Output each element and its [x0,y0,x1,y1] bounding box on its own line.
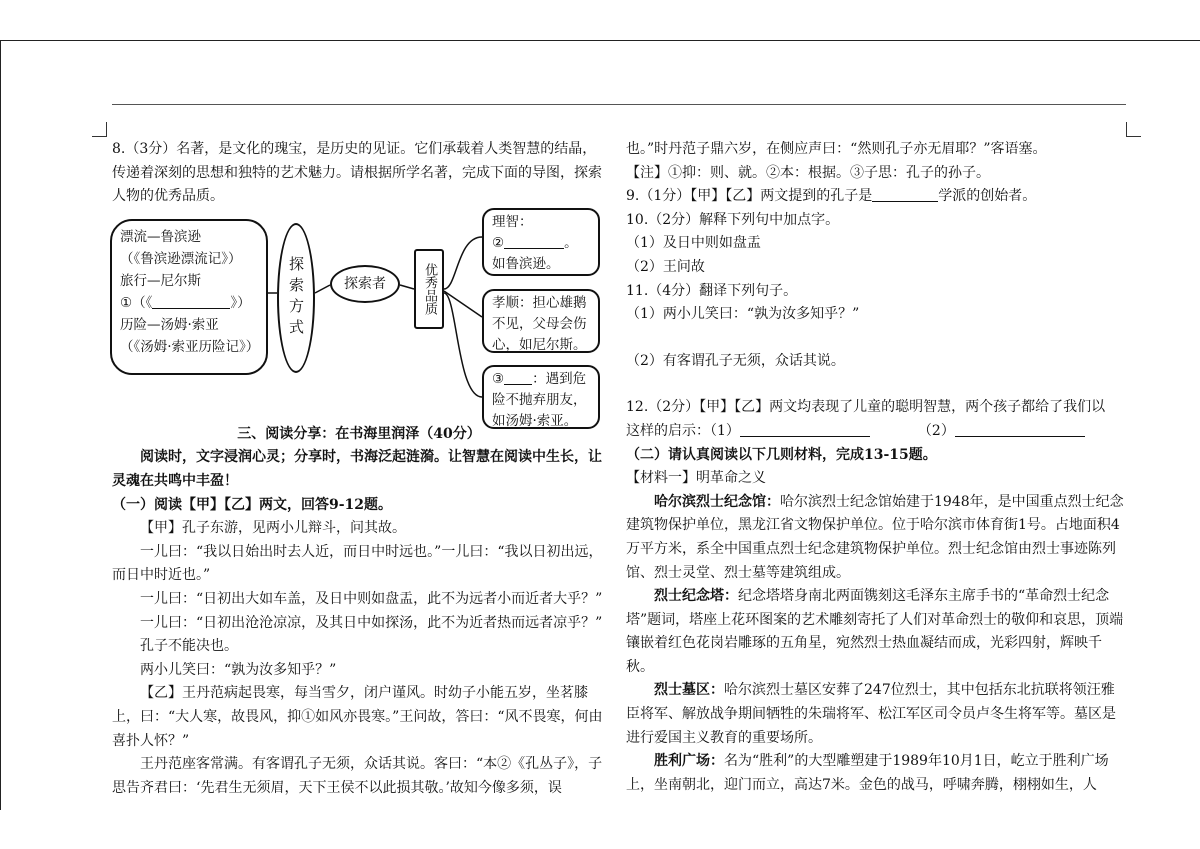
material-1-title: 【材料一】明革命之义 [626,470,766,487]
crop-mark-left [92,122,107,137]
q12-answer-line-1[interactable] [740,422,870,437]
blank-3-line[interactable] [504,370,532,385]
question-10-item-1: （1）及日中则如盘盂 [626,235,761,252]
section-3-intro: 阅读时，文字浸润心灵；分享时，书海泛起涟漪。让智慧在阅读中生长，让灵魂在共鸣中丰盈！ [112,449,602,489]
map-item-nils: 旅行—尼尔斯 [120,272,201,289]
jia-text-5: 孔子不能决也。 [140,638,238,655]
quality-box-reason: 理智： ② 。 如鲁滨逊。 [482,208,600,276]
answer-space-11-1[interactable] [626,327,1126,350]
section-3-title: 三、阅读分享：在书海里润泽（40分） [237,425,481,442]
jia-text-3: 一儿曰：“日初出大如车盖，及日中则如盘盂，此不为远者小而近者大乎？” [140,590,603,607]
blank-1-line[interactable] [152,294,230,309]
question-10: 10.（2分）解释下列句中加点字。 [626,211,840,228]
quality-box-filial: 孝顺：担心雄鹅不见，父母会伤心，如尼尔斯。 [482,289,600,353]
question-11-item-1: （1）两小儿笑曰：“孰为汝多知乎？” [626,306,860,323]
part-2-title: （二）请认真阅读以下几则材料，完成13-15题。 [626,446,937,463]
jia-text-2: 一儿曰：“我以日始出时去人近，而日中时远也。”一儿曰：“我以日初出远，而日中时近也。” [112,543,603,584]
question-8-intro: 8.（3分）名著，是文化的瑰宝，是历史的见证。它们承载着人类智慧的结晶，传递着深刻的思想和独特的艺术魅力。请根据所学名著，完成下面的导图，探索人物的优秀品质。 [112,141,602,205]
para-victory-square: 胜利广场：名为“胜利”的大型雕塑建于1989年10月1日，屹立于胜利广场上，坐南朝北，迎门而立，高达7米。金色的战马，呼啸奔腾，栩栩如生，人 [626,753,1109,793]
para-cemetery: 烈士墓区：哈尔滨烈士墓区安葬了247位烈士，其中包括东北抗联将领汪雅臣将军、解放战争期间牺牲的朱瑞将军、松江军区司令员卢冬生将军等。墓区是进行爱国主义教育的重要场所。 [626,682,1116,746]
question-9: 9.（1分）【甲】【乙】两文提到的孔子是 学派的创始者。 [626,188,1037,205]
q12-answer-line-2[interactable] [955,422,1085,437]
para-memorial-tower: 烈士纪念塔：纪念塔塔身南北两面镌刻这毛泽东主席手书的“革命烈士纪念塔”题词，塔座上花环图案的艺术雕刻寄托了人们对革命烈士的敬仰和哀思，顶端镶嵌着红色花岗岩雕琢的五角星，宛然烈士热血凝结而成，光彩四射，辉映千秋。 [626,588,1124,675]
mind-map [112,213,606,429]
answer-space-11-2[interactable] [626,373,1126,396]
question-12: 12.（2分）【甲】【乙】两文均表现了儿童的聪明智慧，两个孩子都给了我们以 [626,399,1106,416]
quality-node: 优秀品质 [414,249,444,329]
left-column [112,138,606,800]
question-10-item-2: （2）王问故 [626,258,705,275]
annotation-note: 【注】①抑：则、就。②本：根据。③子思：孔子的孙子。 [626,164,990,181]
explorer-node: 探索者 [330,265,400,303]
question-11: 11.（4分）翻译下列句子。 [626,282,798,299]
quality-box-loyal: ③ ：遇到危险不抛弃朋友，如汤姆·索亚。 [482,365,600,429]
map-item-tom: 历险—汤姆·索亚 [120,316,219,333]
map-item-tom-book: （《汤姆·索亚历险记》） [120,338,260,355]
part-1-title: （一）阅读【甲】【乙】两文，回答9-12题。 [112,496,393,513]
explore-way-box [110,219,268,375]
jia-text-6: 两小儿笑曰：“孰为汝多知乎？” [140,661,337,678]
yi-text-1: 【乙】王丹范病起畏寒，每当雪夕，闭户谨风。时幼子小能五岁，坐茗膝上，曰：“大人寒，故畏风，抑①如风亦畏寒。”王问故，答曰：“风不畏寒，何由喜扑人怀？” [112,685,603,749]
header-rule [112,104,1126,105]
question-12-answers: 这样的启示：（1） （2） [626,420,1126,444]
jia-text-4: 一儿曰：“日初出沧沧凉凉，及其日中如探汤，此不为近者热而远者凉乎？” [140,614,603,631]
right-column [626,138,1126,797]
map-item-robinson-book: （《鲁滨逊漂流记》） [120,250,242,267]
para-memorial-hall: 哈尔滨烈士纪念馆：哈尔滨烈士纪念馆始建于1948年，是中国重点烈士纪念建筑物保护单位，黑龙江省文物保护单位。位于哈尔滨市体育街1号。占地面积4万平方米，系全中国重点烈士纪念建筑物保护单位。烈士纪念馆由烈士事迹陈列馆、烈士灵堂、烈士墓等建筑组成。 [626,493,1124,581]
crop-mark-right [1126,122,1141,137]
yi-text-2: 王丹范座客常满。有客谓孔子无须，众话其说。客曰：“本②《孔丛子》，子思告齐君曰：‘先君生无须眉，天下王侯不以此损其敬。’故知今像多须，误 [112,756,603,796]
map-item-robinson: 漂流—鲁滨逊 [120,228,201,245]
blank-2-line[interactable] [504,234,564,249]
q9-answer-line[interactable] [872,187,938,202]
question-11-item-2: （2）有客谓孔子无须，众话其说。 [626,352,845,369]
yi-text-continued: 也。”时丹范子鼎六岁，在侧应声曰：“然则孔子亦无眉耶？”客语塞。 [626,141,1047,157]
jia-text-1: 【甲】孔子东游，见两小儿辩斗，问其故。 [140,520,406,537]
page-left-border [0,40,1,810]
explore-way-node: 探索方式 [277,223,315,373]
map-item-blank-1: ①（《 》） [120,294,251,311]
page-top-border [0,40,1200,41]
